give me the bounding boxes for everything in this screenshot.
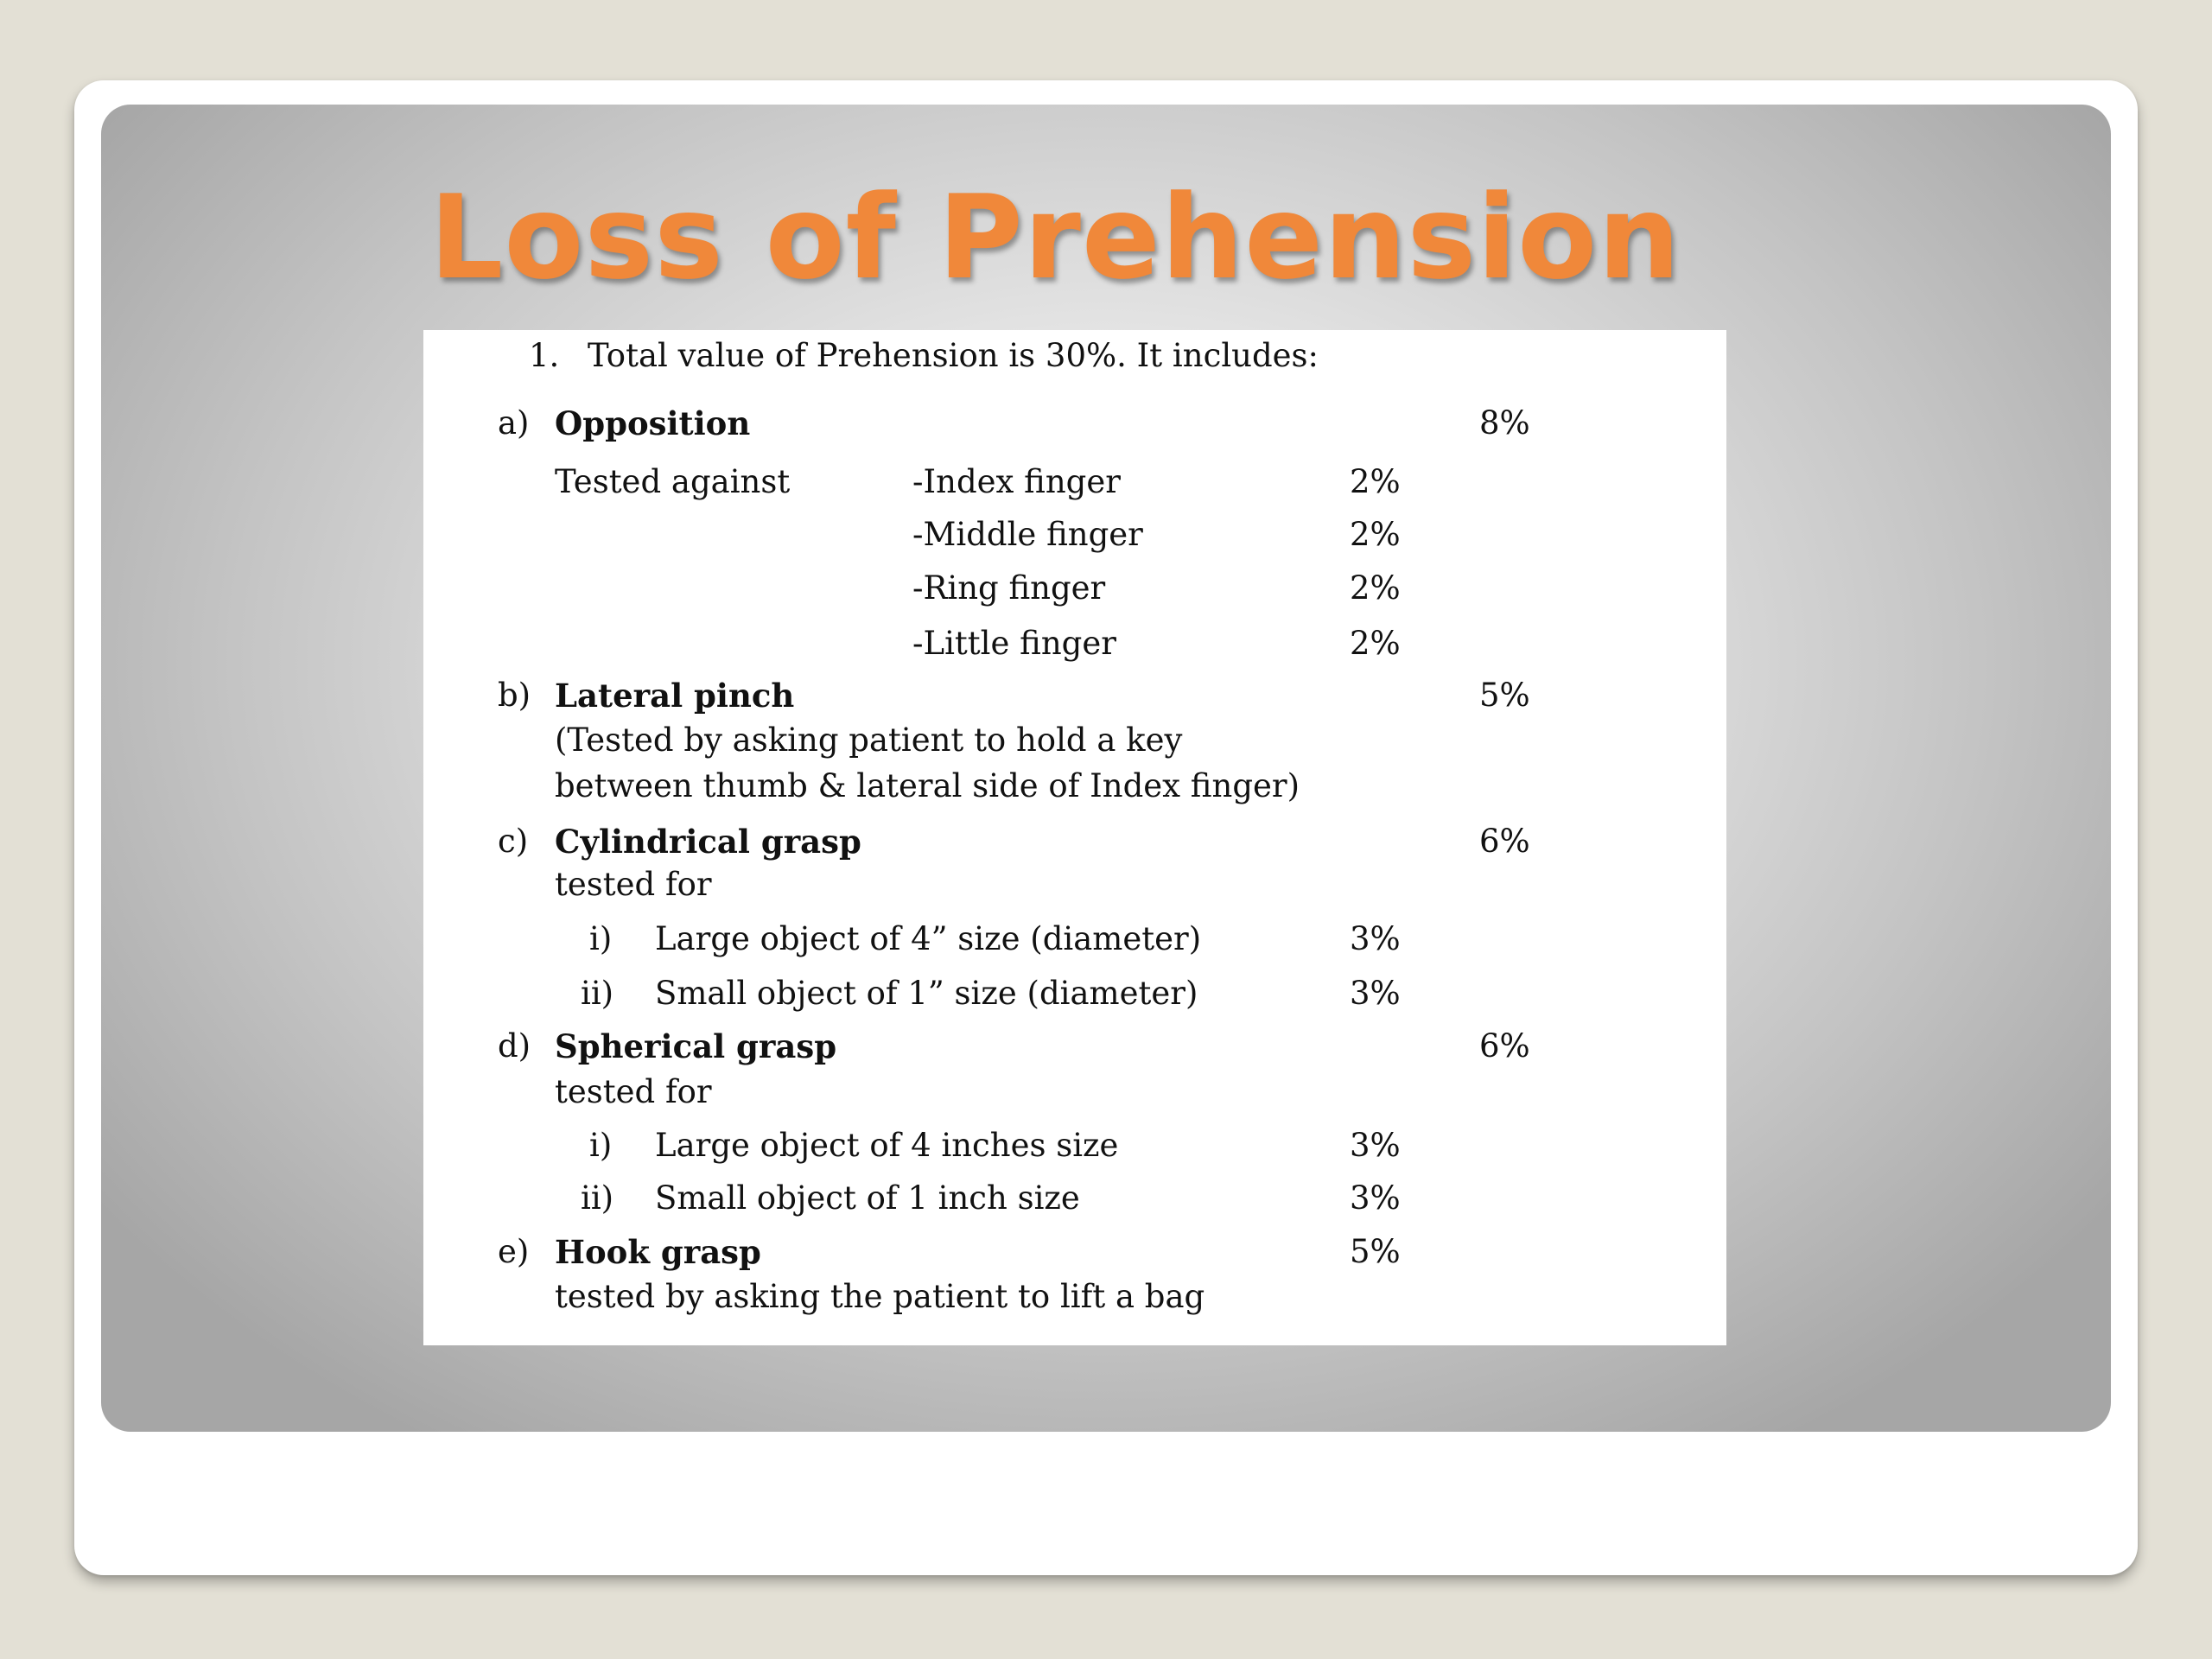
item-label: Small object of 1 inch size (655, 1179, 1080, 1217)
item-value: 2% (1350, 463, 1401, 500)
item-value: 3% (1350, 920, 1401, 957)
item-label: -Middle finger (912, 516, 1143, 553)
item-numeral: i) (589, 920, 613, 957)
intro-text: Total value of Prehension is 30%. It includes: (588, 337, 1319, 374)
item-value: 2% (1350, 516, 1401, 553)
section-letter: e) (498, 1233, 530, 1270)
slide-title: Loss of Prehension (429, 170, 1681, 305)
item-value: 3% (1350, 975, 1401, 1012)
section-heading: Hook grasp (555, 1233, 761, 1271)
section-letter: b) (498, 677, 531, 714)
section-heading: Lateral pinch (555, 677, 795, 715)
section-letter: a) (498, 404, 530, 442)
tested-label: tested for (555, 866, 712, 903)
section-total: 5% (1479, 677, 1530, 714)
section-description: between thumb & lateral side of Index finger) (555, 767, 1300, 804)
section-total: 8% (1479, 404, 1530, 442)
section-total: 6% (1479, 823, 1530, 860)
item-value: 3% (1350, 1127, 1401, 1164)
item-label: Large object of 4” size (diameter) (655, 920, 1202, 957)
tested-label: tested for (555, 1073, 712, 1110)
item-value: 2% (1350, 625, 1401, 662)
section-total: 5% (1350, 1233, 1401, 1270)
document-image (423, 330, 1726, 1345)
section-description: tested by asking the patient to lift a bag (555, 1278, 1205, 1315)
item-label: -Little finger (912, 625, 1116, 662)
item-label: Small object of 1” size (diameter) (655, 975, 1198, 1012)
section-heading: Spherical grasp (555, 1027, 837, 1065)
section-description: (Tested by asking patient to hold a key (555, 721, 1183, 759)
item-numeral: i) (589, 1127, 613, 1164)
item-label: Large object of 4 inches size (655, 1127, 1119, 1164)
item-value: 2% (1350, 569, 1401, 607)
item-numeral: ii) (581, 975, 614, 1012)
section-heading: Cylindrical grasp (555, 823, 861, 861)
item-numeral: ii) (581, 1179, 614, 1217)
tested-label: Tested against (555, 463, 791, 500)
item-value: 3% (1350, 1179, 1401, 1217)
section-total: 6% (1479, 1027, 1530, 1065)
section-letter: c) (498, 823, 529, 860)
intro-number: 1. (529, 337, 560, 374)
section-letter: d) (498, 1027, 531, 1065)
section-heading: Opposition (555, 404, 751, 442)
item-label: -Ring finger (912, 569, 1106, 607)
item-label: -Index finger (912, 463, 1121, 500)
